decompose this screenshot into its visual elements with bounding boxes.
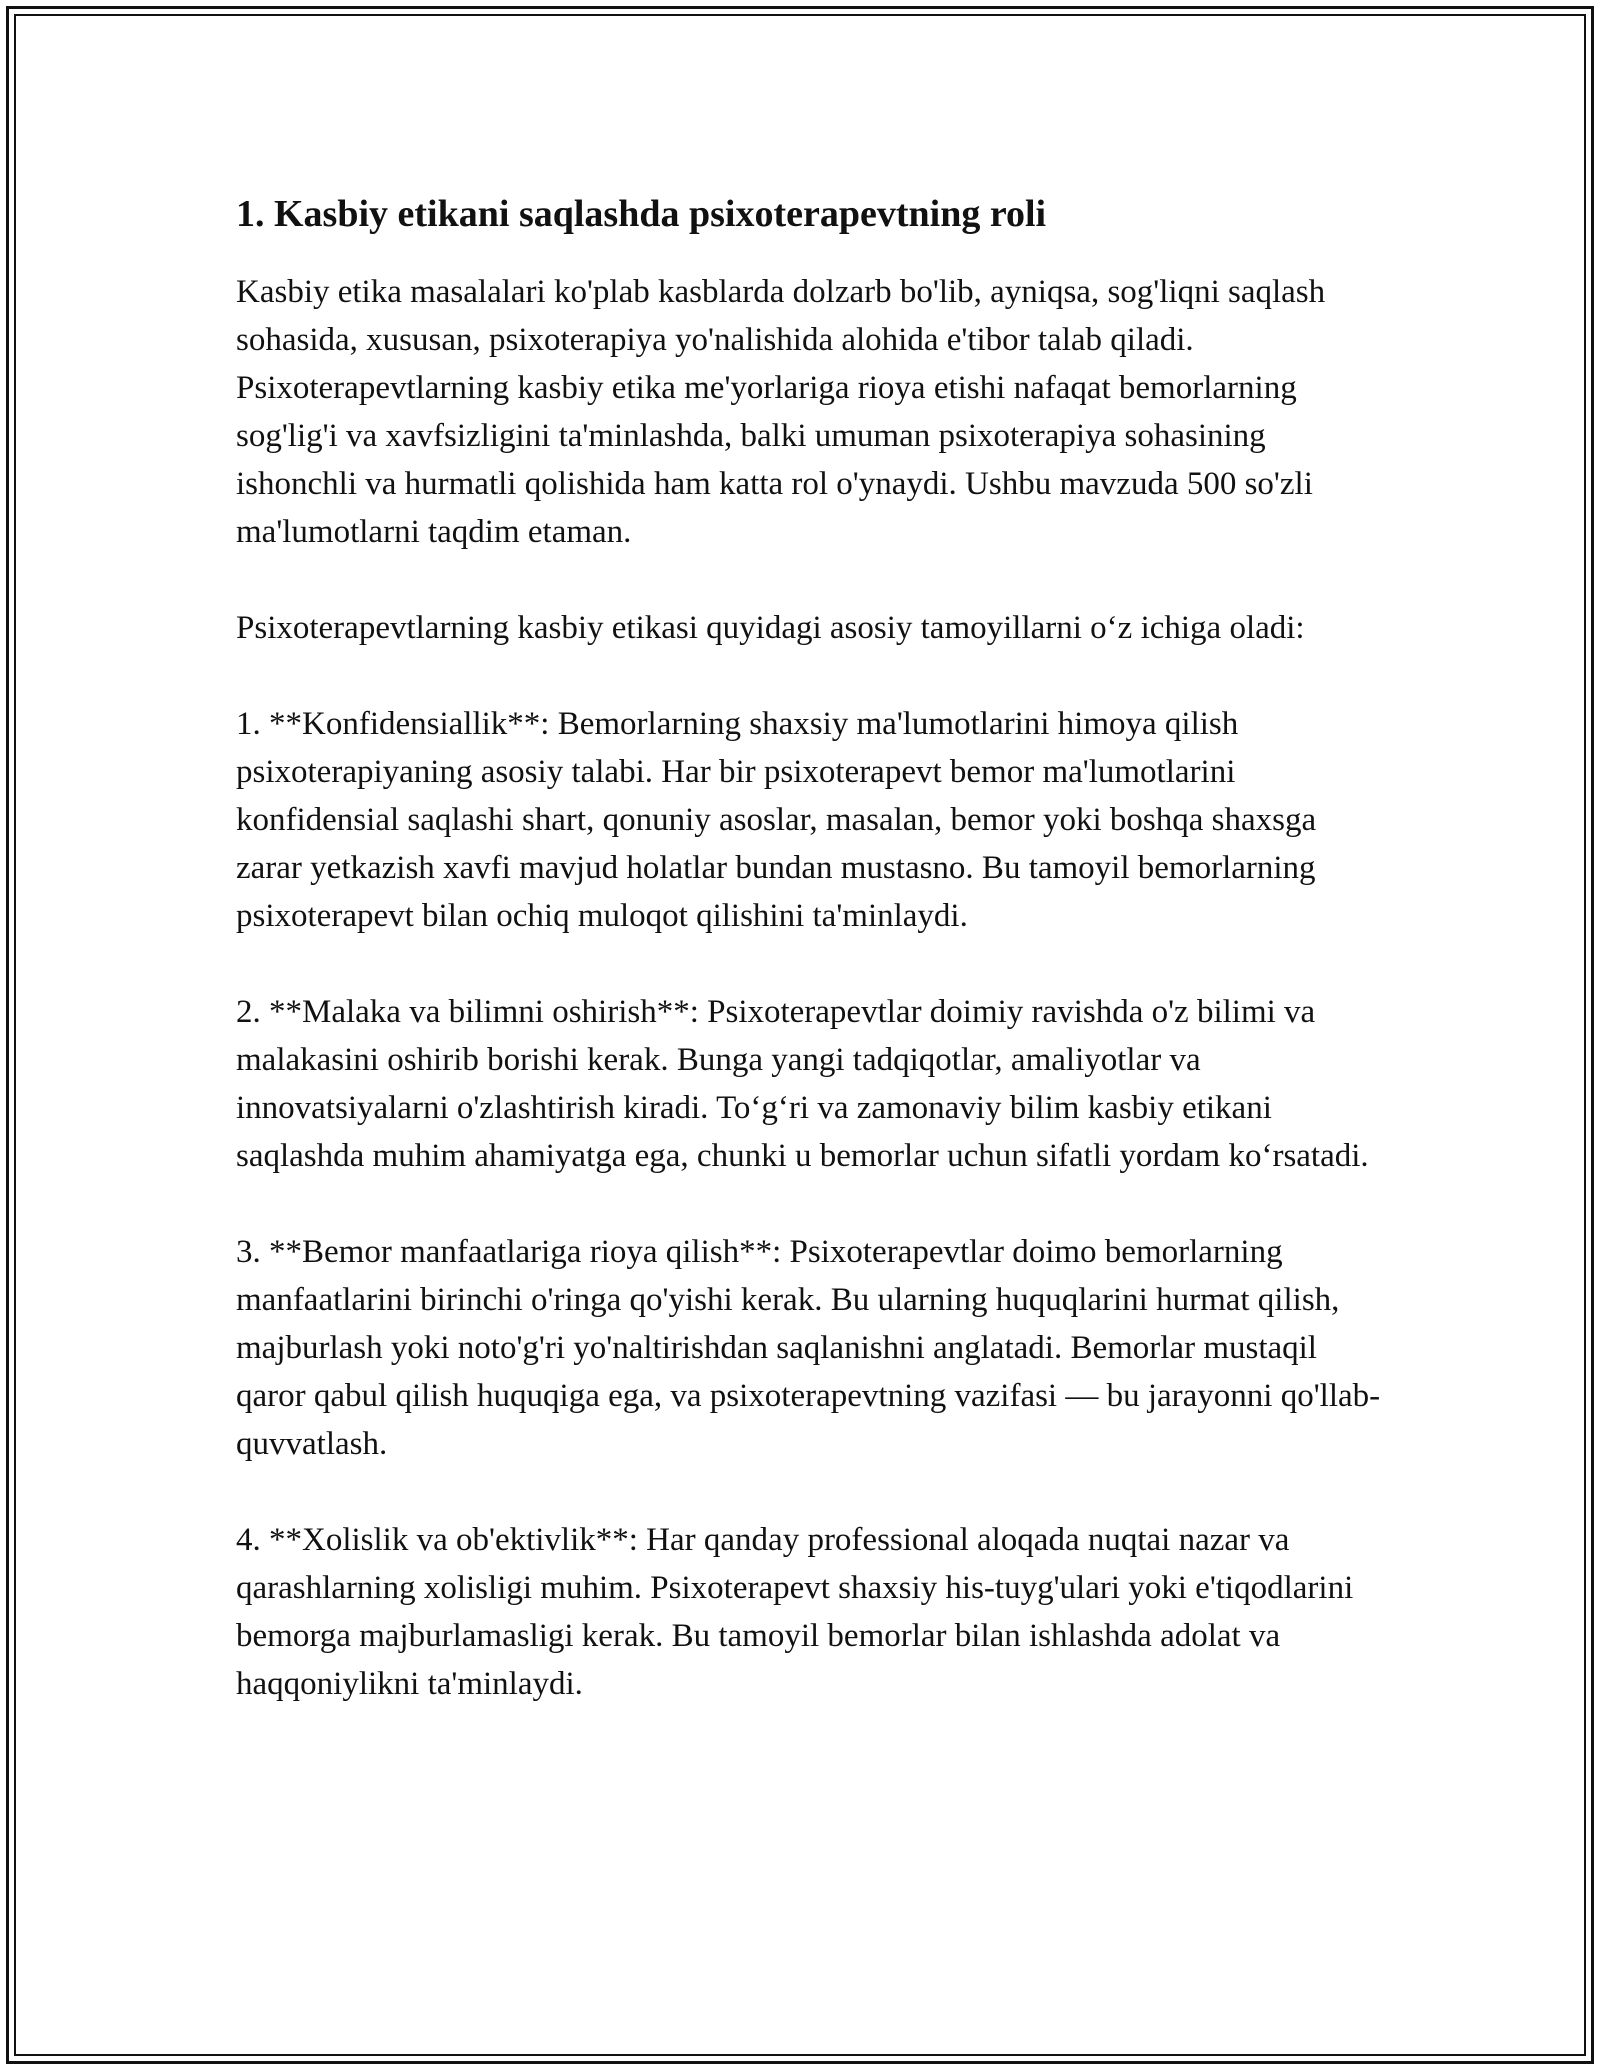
paragraph-intro: Kasbiy etika masalalari ko'plab kasblarda dolzarb bo'lib, ayniqsa, sog'liqni saqlash sohasida, xususan, psixoterapiya yo'nalishida alohida e'tibor talab qiladi. Psixoterapevtlarning kasbiy etika me'yorlariga rioya etishi nafaqat bemorlarning sog'lig'i va xavfsizligini ta'minlashda, balki umuman psixoterapiya sohasining ishonchli va hurmatli qolishida ham katta rol o'ynaydi. Ushbu mavzuda 500 so'zli ma'lumotlarni taqdim etaman. [236, 274, 1326, 550]
paragraph-qualification: 2. **Malaka va bilimni oshirish**: Psixoterapevtlar doimiy ravishda o'z bilimi va malakasini oshirib borishi kerak. Bunga yangi tadqiqotlar, amaliyotlar va innovatsiyalarni o'zlashtirish kiradi. To‘g‘ri va zamonaviy bilim kasbiy etikani saqlashda muhim ahamiyatga ega, chunki u bemorlar uchun sifatli yordam ko‘rsatadi. [236, 994, 1369, 1174]
paragraph-principles-lead: Psixoterapevtlarning kasbiy etikasi quyidagi asosiy tamoyillarni o‘z ichiga oladi: [236, 610, 1305, 646]
document-title: 1. Kasbiy etikani saqlashda psixoterapevtning roli [236, 193, 1047, 235]
paragraph-patient-interests: 3. **Bemor manfaatlariga rioya qilish**: Psixoterapevtlar doimo bemorlarning manfaatlarini birinchi o'ringa qo'yishi kerak. Bu ularning huquqlarini hurmat qilish, majburlash yoki noto'g'ri yo'naltirishdan saqlanishni anglatadi. Bemorlar mustaqil qaror qabul qilish huquqiga ega, va psixoterapevtning vazifasi — bu jarayonni qo'llab-quvvatlash. [236, 1234, 1381, 1462]
document-body [236, 188, 1386, 1756]
paragraph-confidentiality: 1. **Konfidensiallik**: Bemorlarning shaxsiy ma'lumotlarini himoya qilish psixoterapiyaning asosiy talabi. Har bir psixoterapevt bemor ma'lumotlarini konfidensial saqlashi shart, qonuniy asoslar, masalan, bemor yoki boshqa shaxsga zarar yetkazish xavfi mavjud holatlar bundan mustasno. Bu tamoyil bemorlarning psixoterapevt bilan ochiq muloqot qilishini ta'minlaydi. [236, 706, 1317, 934]
paragraph-objectivity: 4. **Xolislik va ob'ektivlik**: Har qanday professional aloqada nuqtai nazar va qarashlarning xolisligi muhim. Psixoterapevt shaxsiy his-tuyg'ulari yoki e'tiqodlarini bemorga majburlamasligi kerak. Bu tamoyil bemorlar bilan ishlashda adolat va haqqoniylikni ta'minlaydi. [236, 1522, 1354, 1702]
